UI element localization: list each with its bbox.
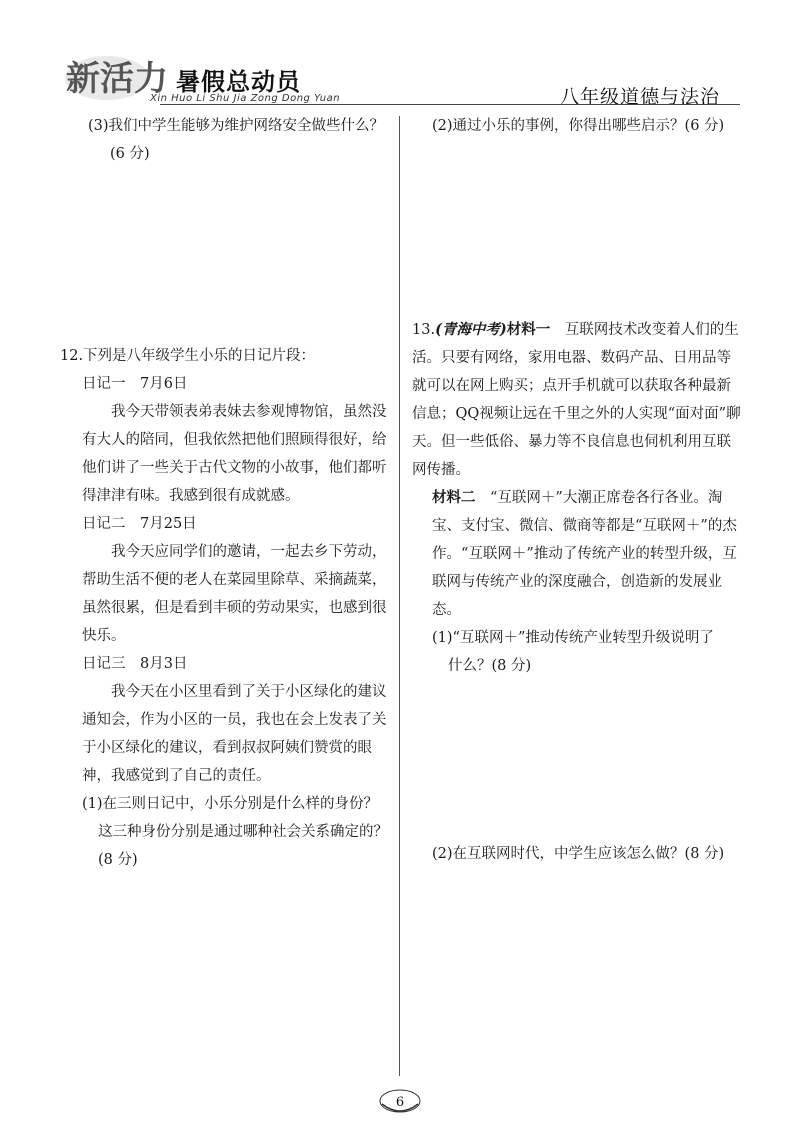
- brand-title: 暑假总动员: [176, 68, 301, 96]
- page-number: 6: [395, 1095, 405, 1110]
- brand-logo: [62, 48, 168, 104]
- q11-3-line2: (6 分): [110, 146, 150, 162]
- subject-title: 八年级道德与法治: [559, 86, 720, 108]
- brand-logo-text: 新活力: [66, 59, 168, 99]
- q12-title: 12.下列是八年级学生小乐的日记片段：: [60, 348, 316, 364]
- question-12: [60, 342, 388, 874]
- q13-number: 13.: [412, 322, 436, 338]
- diary3-title: 日记三 8月3日: [82, 656, 188, 672]
- diary1-body: 我今天带领表弟表妹去参观博物馆，虽然没有大人的陪同，但我依然把他们照顾得很好，给他们讲了一些关于古代文物的小故事，他们都听得津津有味。我感到很有成就感。: [82, 404, 387, 504]
- column-divider: [399, 116, 400, 1076]
- q13-source: (青海中考): [435, 321, 507, 338]
- diary2-title: 日记二 7月25日: [82, 516, 197, 532]
- page-number-badge: [378, 1088, 422, 1114]
- q11-3-line1: (3)我们中学生能够为维护网络安全做些什么？: [88, 118, 385, 134]
- question-11-part-3: [88, 112, 388, 168]
- q12-1-line1: (1)在三则日记中，小乐分别是什么样的身份？: [82, 796, 379, 812]
- q12-2: (2)通过小乐的事例，你得出哪些启示？(6 分): [432, 118, 725, 134]
- q13-2: (2)在互联网时代，中学生应该怎么做？(8 分): [432, 846, 725, 862]
- page-header: [0, 0, 800, 112]
- header-rule: [160, 104, 740, 105]
- material2-label: 材料二: [432, 489, 476, 506]
- q13-1-line2: 什么？(8 分): [448, 658, 532, 674]
- diary1-title: 日记一 7月6日: [82, 376, 188, 392]
- brand-pinyin: Xin Huo Li Shu Jia Zong Dong Yuan: [150, 93, 341, 104]
- question-13-part-2: [432, 840, 742, 868]
- diary2-body: 我今天应同学们的邀请，一起去乡下劳动，帮助生活不便的老人在菜园里除草、采摘蔬菜，虽然很累，但是看到丰硕的劳动果实，也感到很快乐。: [82, 544, 387, 644]
- question-13: [412, 316, 742, 680]
- material1-body: 互联网技术改变着人们的生活。只要有网络，家用电器、数码产品、日用品等就可以在网上购买；点开手机就可以获取各种最新信息；QQ视频让远在千里之外的人实现“面对面”聊天。但一些低俗、暴力等不良信息也伺机利用互联网传播。: [412, 322, 741, 478]
- material1-label: 材料一: [506, 321, 551, 338]
- question-12-part-2: [432, 112, 742, 140]
- material2-body: “互联网＋”大潮正席卷各行各业。淘宝、支付宝、微信、微商等都是“互联网＋”的杰作。“互联网＋”推动了传统产业的转型升级，互联网与传统产业的深度融合，创造新的发展业态。: [432, 490, 737, 618]
- diary3-body: 我今天在小区里看到了关于小区绿化的建议通知会，作为小区的一员，我也在会上发表了关于小区绿化的建议，看到叔叔阿姨们赞赏的眼神，我感觉到了自己的责任。: [82, 684, 387, 784]
- q12-1-line2: 这三种身份分别是通过哪种社会关系确定的？(8 分): [98, 824, 388, 868]
- q13-1-line1: (1)“互联网＋”推动传统产业转型升级说明了: [432, 630, 714, 646]
